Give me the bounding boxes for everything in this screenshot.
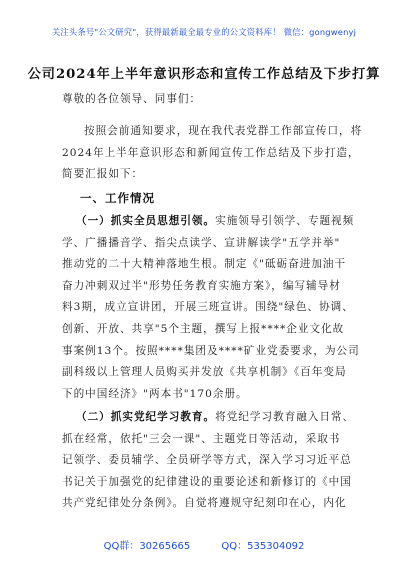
intro-paragraph xyxy=(62,121,362,186)
paragraph-line: 创新、开放、共享"5个主题，撰写上报****企业文化故 xyxy=(62,322,345,335)
intro-line: 2024年上半年意识形态和新闻宣传工作总结及下步打造， xyxy=(62,146,360,159)
paragraph-line: 副科级以上管理人员购买并发放《共享机制》《百年变局 xyxy=(62,366,347,379)
paragraph-line: 推动党的二十大精神落地生根。制定《"砥砺奋进加油干 xyxy=(62,258,347,271)
paragraph-line: 下的中国经济》"两本书"170余册。 xyxy=(62,387,248,400)
subsection-1-paragraph xyxy=(62,211,362,405)
paragraph-line: 学、广播播音学、指尖点读学、宣讲解读学"五学并举" xyxy=(62,236,341,249)
paragraph-text: 实施领导引领学、专题视频 xyxy=(215,215,355,227)
qq-number: QQ：535304092 xyxy=(221,541,305,552)
qq-group-number: QQ群：30265665 xyxy=(103,541,191,552)
paragraph-line: 书记关于加强党的纪律建设的重要论述和新修订的《中国 xyxy=(62,475,352,488)
paragraph-line: 记领学、委员辅学、全员研学等方式，深入学习习近平总 xyxy=(62,454,352,467)
section-heading: 一、工作情况 xyxy=(80,191,155,205)
salutation xyxy=(62,89,362,111)
paragraph-line: 奋力冲刺双过半"形势任务教育实施方案》，编写辅导材 xyxy=(62,279,341,292)
paragraph-line: 共产党纪律处分条例》。自觉将遵规守纪刻印在心，内化 xyxy=(62,497,347,510)
paragraph-line: 事案例13个。按照****集团及****矿业党委要求，为公司 xyxy=(62,344,360,357)
subsection-2-heading: （二）抓实党纪学习教育。 xyxy=(76,411,216,423)
top-banner: 关注头条号"公文研究"，获得最新最全最专业的公文资料库！ 微信：gongwenyj xyxy=(51,27,357,37)
subsection-2-paragraph xyxy=(62,407,362,515)
paragraph-line xyxy=(62,211,362,233)
paragraph-text: 将党纪学习教育融入日常、 xyxy=(215,411,355,423)
document-title: 公司2024年上半年意识形态和宣传工作总结及下步打算 xyxy=(27,67,381,82)
bottom-banner xyxy=(0,537,408,552)
salutation-line: 尊敬的各位领导、同事们： xyxy=(62,93,202,105)
intro-line: 简要汇报如下： xyxy=(62,168,144,181)
paragraph-line xyxy=(62,407,362,429)
subsection-1-heading: （一）抓实全员思想引领。 xyxy=(76,215,216,227)
paragraph-line: 料3期，成立宣讲团，开展三班宣讲。围绕"绿色、协调、 xyxy=(62,301,354,314)
paragraph-line: 抓在经常，依托"三会一课"、主题党日等活动，采取书 xyxy=(62,432,341,445)
intro-line: 按照会前通知要求，现在我代表党群工作部宣传口，将 xyxy=(84,125,362,137)
